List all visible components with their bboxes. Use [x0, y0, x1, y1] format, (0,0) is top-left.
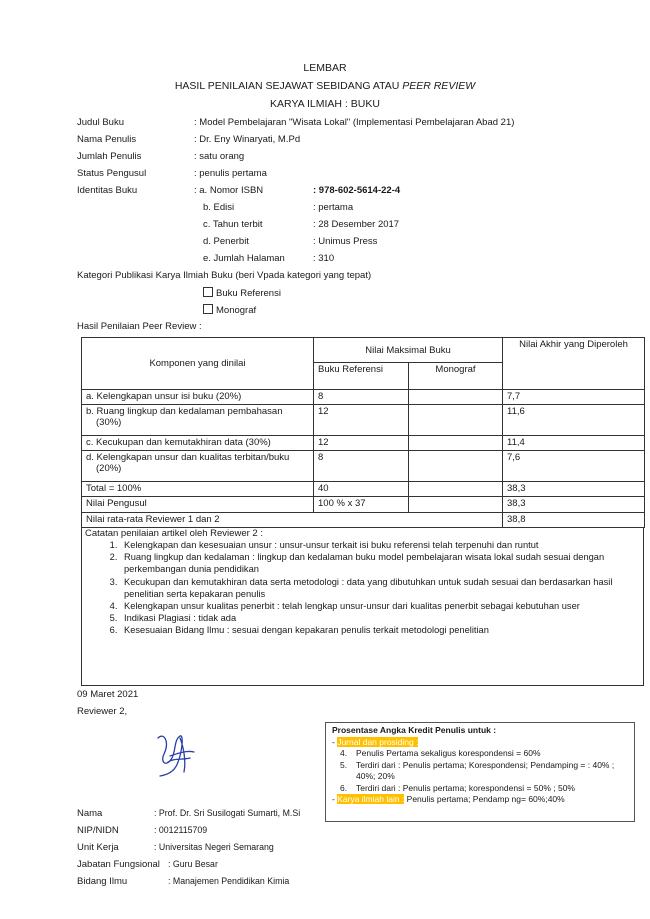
category-prompt: Kategori Publikasi Karya Ilmiah Buku (beri Vpada kategori yang tepat): [77, 270, 372, 281]
title-line-2-text: HASIL PENILAIAN SEJAWAT SEBIDANG ATAU: [174, 80, 403, 92]
table-row-total: [82, 481, 645, 496]
kredit-item-text: Terdiri dari : Penulis pertama; Korespondensi; Pendamping = : 40% ; 40%; 20%: [356, 759, 615, 781]
identity-value-jumlah: : satu orang: [194, 151, 245, 162]
reviewer-label-unit: Unit Kerja: [77, 842, 119, 853]
total-label: Total = 100%: [82, 481, 314, 496]
kredit-lain-text: Penulis pertama; Pendamp ng= 60%;40%: [404, 794, 565, 804]
reviewer-value-nip: : 0012115709: [154, 825, 208, 835]
kredit-lain-row: - Karya ilmiah lain : Penulis pertama; Pendamp ng= 60%;40%: [332, 794, 565, 804]
header-final: Nilai Akhir yang Diperoleh: [503, 338, 645, 390]
identity-label-nama: Nama Penulis: [77, 134, 137, 145]
kredit-item: [332, 760, 628, 783]
note-item: 5. Indikasi Plagiasi : tidak ada: [120, 612, 620, 624]
header-mono: Monograf: [409, 363, 503, 389]
reviewer-value-bidang: : Manajemen Pendidikan Kimia: [168, 876, 290, 886]
identity-label-status: Status Pengusul: [77, 168, 147, 179]
row-final: 7,6: [503, 451, 645, 482]
reviewer-label-nip: NIP/NIDN: [77, 825, 119, 836]
row-final: 7,7: [503, 389, 645, 404]
note-item: 1. Kelengkapan dan kesesuaian unsur : unsur-unsur terkait isi buku referensi telah terpenuhi dan runtut: [120, 539, 620, 551]
row-mono: [409, 404, 503, 435]
reviewer-value-nama: : Prof. Dr. Sri Susilogati Sumarti, M.Si: [154, 808, 301, 818]
identity-label-identitas: Identitas Buku: [77, 185, 138, 196]
row-mono: [409, 389, 503, 404]
header-ref: Buku Referensi: [314, 363, 409, 389]
row-component: a. Kelengkapan unsur isi buku (20%): [82, 389, 314, 404]
kredit-item-num: 6.: [340, 782, 348, 793]
tahun-label: c. Tahun terbit: [203, 219, 263, 230]
row-ref: 8: [314, 451, 409, 482]
edisi-value: : pertama: [313, 202, 354, 213]
table-row: [82, 389, 645, 404]
header-max: Nilai Maksimal Buku: [314, 338, 503, 363]
table-row-pengusul: [82, 497, 645, 512]
row-final: 11,6: [503, 404, 645, 435]
row-mono: [409, 451, 503, 482]
identity-value-nama: : Dr. Eny Winaryati, M.Pd: [194, 134, 301, 145]
note-item: 2. Ruang lingkup dan kedalaman : lingkup dan kedalaman buku model pembelajaran wisata lokal sudah sesuai dengan perkembangan dunia pendidikan: [120, 551, 620, 575]
kredit-item-num: 5.: [340, 759, 348, 770]
isbn-value: : 978-602-5614-22-4: [313, 185, 401, 196]
total-final: 38,3: [503, 481, 645, 496]
kredit-item-num: 4.: [340, 748, 348, 758]
reviewer-label-nama: Nama: [77, 808, 103, 819]
date: 09 Maret 2021: [77, 689, 139, 700]
title-line-3: KARYA ILMIAH : BUKU: [270, 98, 380, 110]
row-ref: 12: [314, 404, 409, 435]
row-ref: 12: [314, 435, 409, 450]
pengusul-final: 38,3: [503, 497, 645, 512]
total-mono: [409, 481, 503, 496]
category-option-monograf[interactable]: [203, 304, 256, 316]
identity-value-status: : penulis pertama: [194, 168, 267, 179]
reviewer-value-jabatan: : Guru Besar: [168, 859, 218, 869]
note-item: 6. Kesesuaian Bidang Ilmu : sesuai dengan kepakaran penulis terkait metodologi penelitian: [120, 624, 620, 636]
score-table: [81, 337, 645, 528]
table-row: [82, 435, 645, 450]
kredit-jurnal-row: - Jurnal dan prosiding :: [332, 736, 419, 747]
category-option-label: Buku Referensi: [216, 288, 281, 299]
pengusul-mono: [409, 497, 503, 512]
notes-list: [86, 539, 620, 637]
row-component: d. Kelengkapan unsur dan kualitas terbitan/buku (20%): [82, 451, 314, 482]
title-line-2: [0, 80, 650, 92]
category-option-label: Monograf: [216, 305, 257, 316]
notes-title: Catatan penilaian artikel oleh Reviewer 2 :: [85, 528, 263, 539]
title-line-1: LEMBAR: [303, 62, 347, 74]
reviewer-label-jabatan: Jabatan Fungsional: [77, 859, 160, 870]
signature-image: [150, 728, 200, 780]
identity-label-judul: Judul Buku: [77, 117, 125, 128]
penerbit-label: d. Penerbit: [203, 236, 249, 247]
tahun-value: : 28 Desember 2017: [313, 219, 400, 230]
table-row: [82, 451, 645, 482]
checkbox-icon[interactable]: [203, 304, 213, 314]
rata-label: Nilai rata-rata Reviewer 1 dan 2: [82, 512, 503, 527]
kredit-title: Prosentase Angka Kredit Penulis untuk :: [332, 725, 497, 735]
header-component: Komponen yang dinilai: [82, 338, 314, 390]
title-line-2-italic: PEER REVIEW: [402, 80, 476, 92]
checkbox-icon[interactable]: [203, 287, 213, 297]
results-label: Hasil Penilaian Peer Review :: [77, 321, 202, 332]
kredit-item-text: Terdiri dari : Penulis pertama; korespondensi = 50% ; 50%: [356, 782, 575, 793]
identity-value-judul: : Model Pembelajaran "Wisata Lokal" (Implementasi Pembelajaran Abad 21): [194, 117, 515, 128]
reviewer-label-bidang: Bidang Ilmu: [77, 876, 128, 887]
halaman-value: : 310: [313, 253, 335, 264]
row-ref: 8: [314, 389, 409, 404]
pengusul-ref: 100 % x 37: [314, 497, 409, 512]
table-row: [82, 404, 645, 435]
row-component: b. Ruang lingkup dan kedalaman pembahasan (30%): [82, 404, 314, 435]
identity-value-identitas: : a. Nomor ISBN: [194, 185, 264, 196]
penerbit-value: : Unimus Press: [313, 236, 378, 247]
kredit-item-text: Penulis Pertama sekaligus korespondensi = 60%: [356, 748, 541, 758]
identity-label-jumlah: Jumlah Penulis: [77, 151, 142, 162]
row-mono: [409, 435, 503, 450]
table-row-rata: [82, 512, 645, 527]
reviewer-label: Reviewer 2,: [77, 706, 128, 717]
kredit-box: [325, 722, 635, 822]
kredit-jurnal-label: Jurnal dan prosiding :: [337, 736, 419, 747]
kredit-item: [332, 783, 628, 795]
kredit-lain-label: Karya ilmiah lain :: [337, 794, 405, 804]
note-item: 4. Kelengkapan unsur kualitas penerbit : telah lengkap unsur-unsur dari kualitas penerbit sebagai kebutuhan user: [120, 600, 620, 612]
pengusul-label: Nilai Pengusul: [82, 497, 314, 512]
rata-final: 38,8: [503, 512, 645, 527]
edisi-label: b. Edisi: [203, 202, 235, 213]
category-option-referensi[interactable]: [203, 287, 281, 299]
row-final: 11,4: [503, 435, 645, 450]
halaman-label: e. Jumlah Halaman: [203, 253, 285, 264]
total-ref: 40: [314, 481, 409, 496]
note-item: 3. Kecukupan dan kemutakhiran data serta metodologi : data yang dibutuhkan untuk sudah sesuai dan berdasarkan hasil penelitian serta kepakaran penulis: [120, 576, 620, 600]
kredit-item: [332, 748, 628, 760]
row-component: c. Kecukupan dan kemutakhiran data (30%): [82, 435, 314, 450]
reviewer-value-unit: : Universitas Negeri Semarang: [154, 842, 274, 852]
